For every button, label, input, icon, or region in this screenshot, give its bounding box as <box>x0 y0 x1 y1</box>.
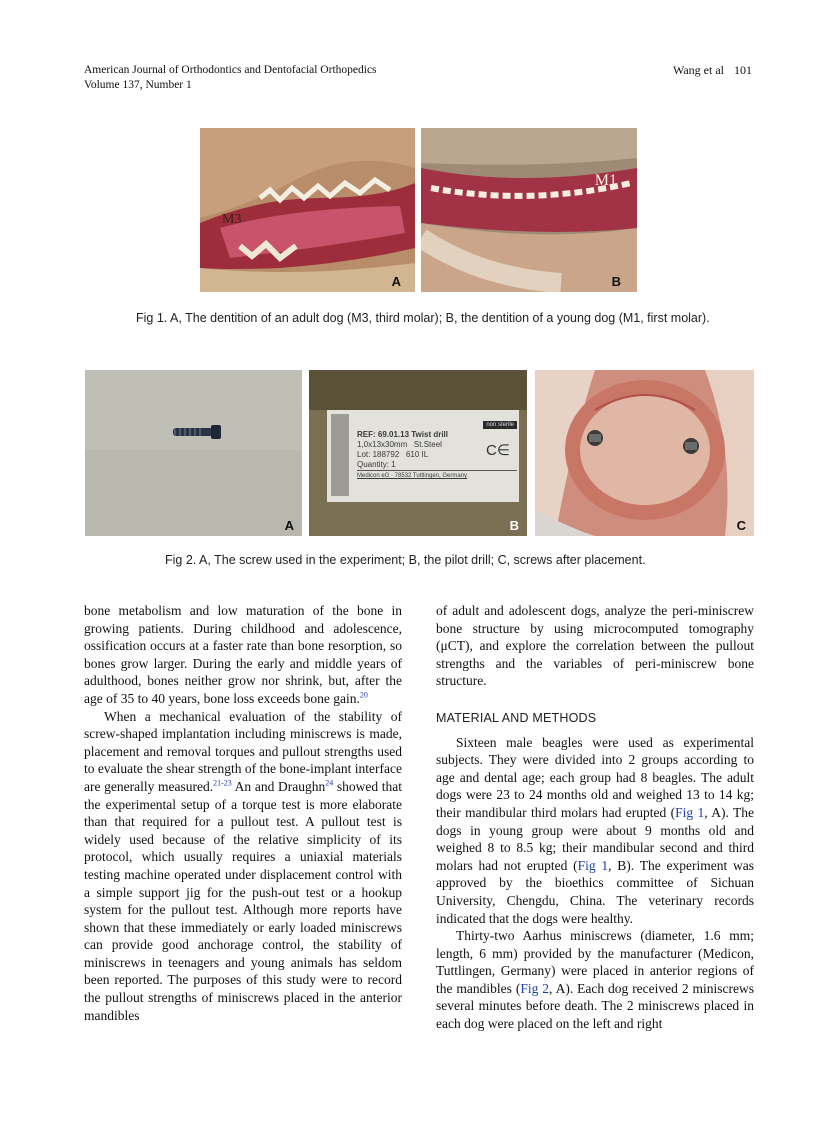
author-running-head: Wang et al <box>672 63 724 77</box>
label-manufacturer: Medicon eG · 78532 Tuttlingen, Germany <box>357 470 517 481</box>
right-paragraph-3 <box>436 927 754 1033</box>
right-p2-text-a: Sixteen male beagles were used as experimental subjects. They were divided into 2 groups according to age and dental age; each group had 8 beagles. The adult dogs were 23 to 24 months old and weighed 13 to 14 kg; their mandibular third molars had erupted ( <box>436 734 754 820</box>
fig1-label-m1: M1 <box>594 172 617 189</box>
section-heading-methods: MATERIAL AND METHODS <box>436 710 597 725</box>
right-p2-text-c: , B). The experiment was approved by the bioethics committee of Sichuan University, Chengdu, China. The veterinary records indicated that the dogs were healthy. <box>436 857 754 926</box>
page-number: 101 <box>734 63 752 77</box>
left-column <box>84 602 402 1024</box>
label-code: 610 IL <box>405 450 429 459</box>
fig2-panel-a-photo <box>85 370 302 536</box>
right-paragraph-2 <box>436 734 754 928</box>
journal-volume: Volume 137, Number 1 <box>84 79 192 91</box>
label-dimensions: 1,0x13x30mm <box>357 440 408 449</box>
fig1-panel-b-photo <box>421 128 637 292</box>
right-column <box>436 602 754 1033</box>
fig1-panel-a-photo <box>200 128 415 292</box>
label-material: St.Steel <box>413 440 442 449</box>
right-p2-text-b: , A). The dogs in young group were about 9 months old and weighed 8 to 8.5 kg; their mandibular second and third molars had not erupted ( <box>436 804 755 873</box>
fig2-panel-a-letter: A <box>284 518 294 533</box>
running-header-left <box>84 63 377 93</box>
fig1-reference-link[interactable]: Fig 1 <box>577 857 609 873</box>
fig1-label-m3: M3 <box>222 212 242 227</box>
label-ref: REF: 69.01.13 Twist drill <box>357 430 448 439</box>
fig1-panel-a-letter: A <box>391 274 401 289</box>
right-p3-text-b: , A). Each dog received 2 miniscrews several minutes before death. The 2 miniscrews placed in each dog were placed on the left and right <box>436 980 754 1032</box>
journal-title: American Journal of Orthodontics and Dentofacial Orthopedics <box>84 64 377 76</box>
left-p2-text-b: An and Draughn <box>231 778 326 794</box>
fig1-caption: Fig 1. A, The dentition of an adult dog (M3, third molar); B, the dentition of a young dog (M1, first molar). <box>136 311 710 325</box>
right-p3-text-a: Thirty-two Aarhus miniscrews (diameter, 1.6 mm; length, 6 mm) provided by the manufacturer (Medicon, Tuttlingen, Germany) were placed in anterior regions of the mandibles ( <box>436 928 754 996</box>
left-paragraph-1 <box>84 602 402 708</box>
left-p1-text: bone metabolism and low maturation of the bone in growing patients. During childhood and adolescence, ossification occurs at a faster rate than bone resorption, so bones grow larger. During the early and middle years of adulthood, bones neither grow nor shrink, but, after the age of 35 to 40 years, bone loss exceeds bone gain. <box>84 603 402 706</box>
left-paragraph-2 <box>84 708 402 1025</box>
fig2-panel-b-photo <box>309 370 527 536</box>
label-lot: Lot: 188792 <box>357 450 400 459</box>
citation-21-23[interactable]: 21-23 <box>213 778 232 788</box>
fig2-panel-b-letter: B <box>509 518 519 533</box>
fig2-reference-link[interactable]: Fig 2 <box>520 980 550 996</box>
citation-20[interactable]: 20 <box>359 690 368 700</box>
fig2-panel-c-letter: C <box>736 518 746 533</box>
fig1-reference-link[interactable]: Fig 1 <box>675 804 705 820</box>
running-header-right <box>673 63 752 78</box>
left-p2-text-c: showed that the experimental setup of a torque test is more elaborate than that required for a pullout test. A pullout test is widely used because of the relative simplicity of its protocol, which usually requires a uniaxial materials testing machine operated under displacement control with a simple support jig for the push-out test or a hookup system for the pullout test. Although more reports have shown that these immediately or early loaded miniscrews can provide good anchorage control, the stability of miniscrews in teenagers and young animals has seldom been reported. The purposes of this study were to record the pullout strengths of miniscrews placed in the anterior mandibles <box>84 778 403 1023</box>
label-non-sterile: non sterile <box>483 421 517 429</box>
left-p2-text-a: When a mechanical evaluation of the stability of screw-shaped implantation including miniscrews is made, placement and removal torques and pullout strengths used to evaluate the shear strength of the bone-implant interface are generally measured. <box>84 708 402 794</box>
fig1-panel-b-letter: B <box>611 274 621 289</box>
label-quantity: Quantity: 1 <box>357 460 396 469</box>
citation-24[interactable]: 24 <box>325 778 334 788</box>
fig2-panel-c-photo <box>535 370 754 536</box>
right-paragraph-1: of adult and adolescent dogs, analyze the peri-miniscrew bone structure by using microcomputed tomography (μCT), and explore the correlation between the pullout strengths and the variables of peri-miniscrew bone structure. <box>436 603 754 689</box>
ce-mark-icon: C∈ <box>486 442 510 459</box>
fig2-caption: Fig 2. A, The screw used in the experiment; B, the pilot drill; C, screws after placement. <box>165 553 646 567</box>
